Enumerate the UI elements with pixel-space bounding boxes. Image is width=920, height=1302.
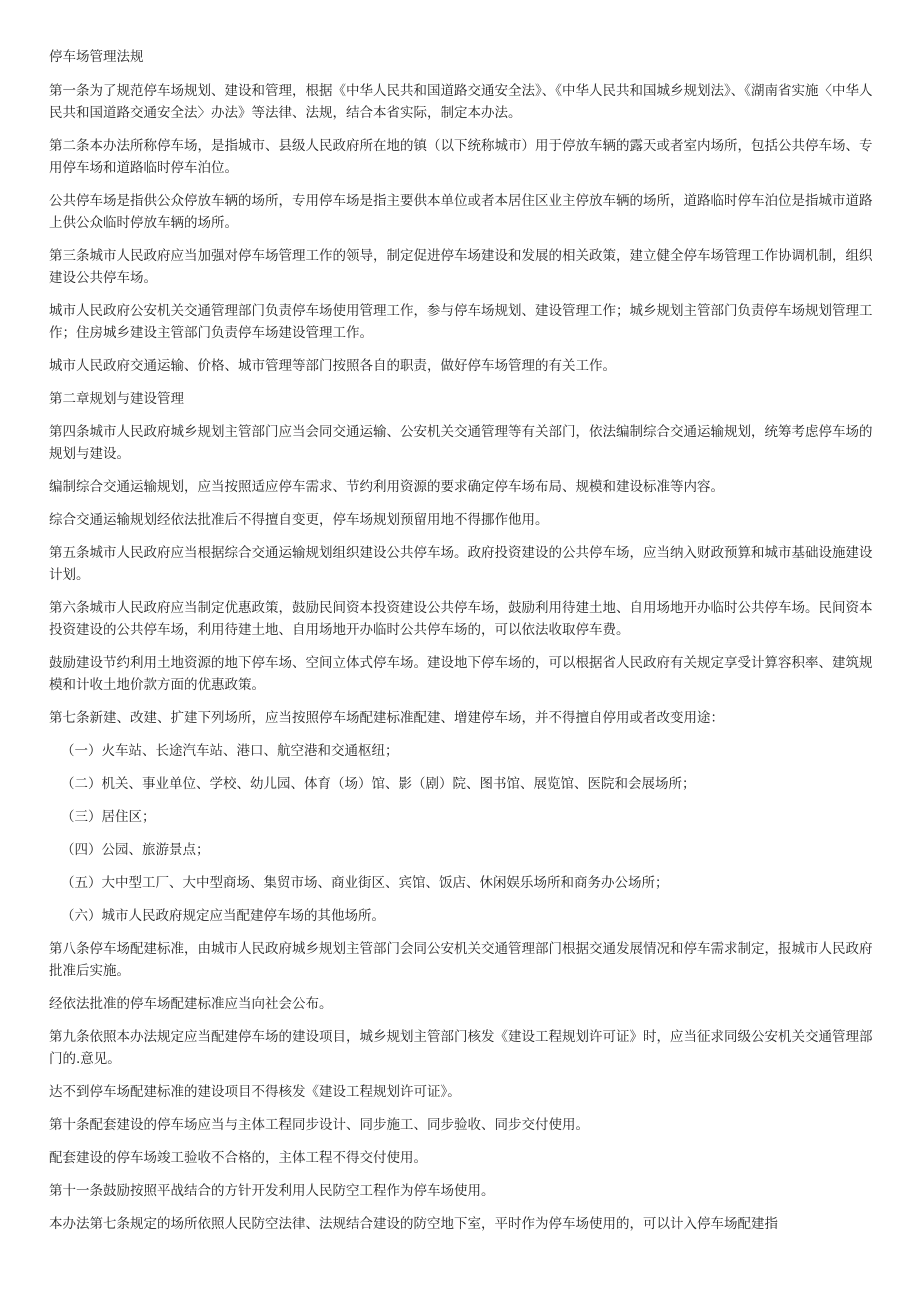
- paragraph: 第二条本办法所称停车场，是指城市、县级人民政府所在地的镇（以下统称城市）用于停放车辆的露天或者室内场所，包括公共停车场、专用停车场和道路临时停车泊位。: [49, 138, 873, 176]
- paragraph: 鼓励建设节约利用土地资源的地下停车场、空间立体式停车场。建设地下停车场的，可以根据省人民政府有关规定享受计算容积率、建筑规模和计收土地价款方面的优惠政策。: [49, 655, 873, 693]
- paragraph: 第一条为了规范停车场规划、建设和管理，根据《中华人民共和国道路交通安全法》、《中华人民共和国城乡规划法》、《湖南省实施〈中华人民共和国道路交通安全法〉办法》等法律、法规，结合本省实际，制定本办法。: [49, 83, 873, 121]
- document-title: 停车场管理法规: [49, 49, 144, 65]
- paragraph: 第五条城市人民政府应当根据综合交通运输规划组织建设公共停车场。政府投资建设的公共停车场，应当纳入财政预算和城市基础设施建设计划。: [49, 545, 873, 583]
- paragraph: 配套建设的停车场竣工验收不合格的，主体工程不得交付使用。: [49, 1150, 427, 1166]
- paragraph-list: [49, 80, 873, 1235]
- paragraph: 第四条城市人民政府城乡规划主管部门应当会同交通运输、公安机关交通管理等有关部门，依法编制综合交通运输规划，统筹考虑停车场的规划与建设。: [49, 424, 873, 462]
- paragraph: 第三条城市人民政府应当加强对停车场管理工作的领导，制定促进停车场建设和发展的相关政策，建立健全停车场管理工作协调机制，组织建设公共停车场。: [49, 248, 873, 286]
- list-item: （三）居住区；: [61, 809, 156, 825]
- paragraph: 第八条停车场配建标准，由城市人民政府城乡规划主管部门会同公安机关交通管理部门根据交通发展情况和停车需求制定，报城市人民政府批准后实施。: [49, 941, 873, 979]
- paragraph: 本办法第七条规定的场所依照人民防空法律、法规结合建设的防空地下室，平时作为停车场使用的，可以计入停车场配建指: [49, 1216, 778, 1232]
- paragraph: 公共停车场是指供公众停放车辆的场所，专用停车场是指主要供本单位或者本居住区业主停放车辆的场所，道路临时停车泊位是指城市道路上供公众临时停放车辆的场所。: [49, 193, 873, 231]
- paragraph: 第六条城市人民政府应当制定优惠政策，鼓励民间资本投资建设公共停车场，鼓励利用待建土地、自用场地开办临时公共停车场。民间资本投资建设的公共停车场，利用待建土地、自用场地开办临时公共停车场的，可以依法收取停车费。: [49, 600, 873, 638]
- list-item: （六）城市人民政府规定应当配建停车场的其他场所。: [61, 908, 385, 924]
- list-item: （二）机关、事业单位、学校、幼儿园、体育（场）馆、影（剧）院、图书馆、展览馆、医院和会展场所；: [61, 776, 696, 792]
- paragraph: 城市人民政府公安机关交通管理部门负责停车场使用管理工作，参与停车场规划、建设管理工作；城乡规划主管部门负责停车场规划管理工作；住房城乡建设主管部门负责停车场建设管理工作。: [49, 303, 873, 341]
- paragraph: 第十条配套建设的停车场应当与主体工程同步设计、同步施工、同步验收、同步交付使用。: [49, 1117, 589, 1133]
- paragraph: 达不到停车场配建标准的建设项目不得核发《建设工程规划许可证》。: [49, 1084, 461, 1100]
- list-item: （一）火车站、长途汽车站、港口、航空港和交通枢纽；: [61, 743, 399, 759]
- paragraph: 第九条依照本办法规定应当配建停车场的建设项目，城乡规划主管部门核发《建设工程规划许可证》时，应当征求同级公安机关交通管理部门的.意见。: [49, 1029, 873, 1067]
- document-body: [49, 46, 873, 1246]
- paragraph: 城市人民政府交通运输、价格、城市管理等部门按照各自的职责，做好停车场管理的有关工作。: [49, 358, 616, 374]
- paragraph: 第十一条鼓励按照平战结合的方针开发利用人民防空工程作为停车场使用。: [49, 1183, 495, 1199]
- paragraph: 综合交通运输规划经依法批准后不得擅自变更，停车场规划预留用地不得挪作他用。: [49, 512, 549, 528]
- paragraph: 编制综合交通运输规划，应当按照适应停车需求、节约利用资源的要求确定停车场布局、规模和建设标准等内容。: [49, 479, 724, 495]
- list-item: （五）大中型工厂、大中型商场、集贸市场、商业街区、宾馆、饭店、休闲娱乐场所和商务办公场所；: [61, 875, 669, 891]
- paragraph: 第二章规划与建设管理: [49, 391, 184, 407]
- paragraph: 第七条新建、改建、扩建下列场所，应当按照停车场配建标准配建、增建停车场，并不得擅自停用或者改变用途：: [49, 710, 724, 726]
- list-item: （四）公园、旅游景点；: [61, 842, 210, 858]
- paragraph: 经依法批准的停车场配建标准应当向社会公布。: [49, 996, 333, 1012]
